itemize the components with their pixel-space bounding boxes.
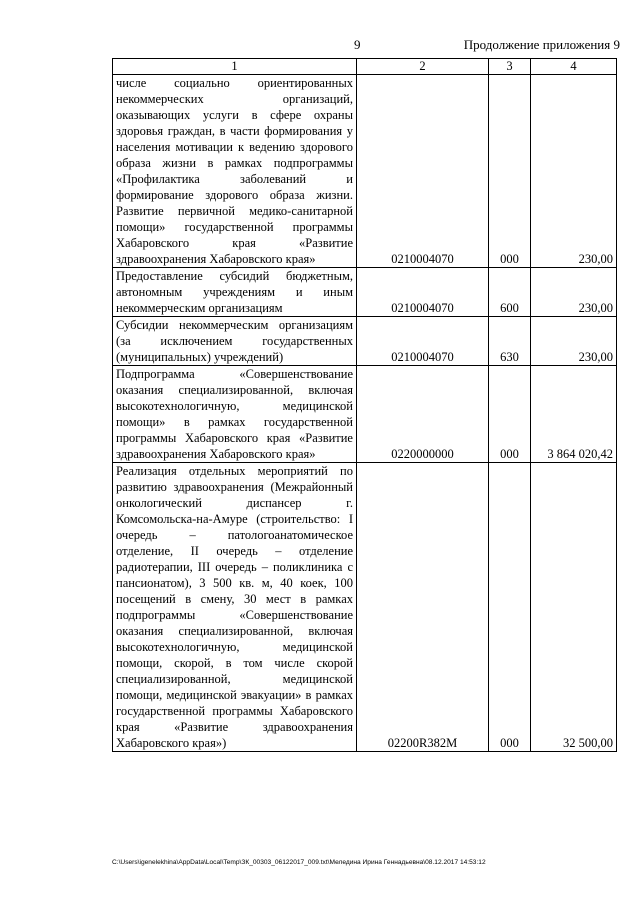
row-amount: 230,00 xyxy=(531,75,617,268)
table-row xyxy=(113,317,617,366)
table-row xyxy=(113,268,617,317)
column-header-1: 1 xyxy=(113,59,357,75)
row-target-code: 0220000000 xyxy=(357,366,489,463)
row-expense-type: 000 xyxy=(489,366,531,463)
row-amount: 3 864 020,42 xyxy=(531,366,617,463)
budget-table xyxy=(112,58,617,752)
file-path-footer: C:\Users\igenelekhina\AppData\Local\Temp\ЗК_00303_06122017_009.txt\Меледина Ирина Геннадьевна\08.12.2017 14:53:12 xyxy=(112,859,486,866)
table-row xyxy=(113,463,617,752)
row-target-code: 02200R382M xyxy=(357,463,489,752)
row-expense-type: 600 xyxy=(489,268,531,317)
column-header-2: 2 xyxy=(357,59,489,75)
row-amount: 230,00 xyxy=(531,317,617,366)
page-number: 9 xyxy=(354,37,361,52)
table-header-row xyxy=(113,59,617,75)
row-description: Подпрограмма «Совершенствование оказания специализированной, включая высокотехнологичную, медицинской помощи» в рамках государственной программы Хабаровского края «Развитие здравоохранения Хабаровского края» xyxy=(113,366,357,463)
column-header-4: 4 xyxy=(531,59,617,75)
column-header-3: 3 xyxy=(489,59,531,75)
row-expense-type: 630 xyxy=(489,317,531,366)
row-description: числе социально ориентированных некоммерческих организаций, оказывающих услуги в сфере охраны здоровья граждан, в части формирования у населения мотивации к ведению здорового образа жизни в рамках подпрограммы «Профилактика заболеваний и формирование здорового образа жизни. Развитие первичной медико-санитарной помощи» государственной программы Хабаровского края «Развитие здравоохранения Хабаровского края» xyxy=(113,75,357,268)
row-description: Субсидии некоммерческим организациям (за исключением государственных (муниципальных) учреждений) xyxy=(113,317,357,366)
table-row xyxy=(113,75,617,268)
row-target-code: 0210004070 xyxy=(357,268,489,317)
row-expense-type: 000 xyxy=(489,463,531,752)
row-target-code: 0210004070 xyxy=(357,317,489,366)
row-target-code: 0210004070 xyxy=(357,75,489,268)
row-amount: 230,00 xyxy=(531,268,617,317)
row-description: Реализация отдельных мероприятий по развитию здравоохранения (Межрайонный онкологический диспансер г. Комсомольска-на-Амуре (строительство: I очередь – патологоанатомическое отделение, II очередь – отделение радиотерапии, III очередь – поликлиника с пансионатом), 3 500 кв. м, 40 коек, 100 посещений в смену, 30 мест в рамках подпрограммы «Совершенствование оказания специализированной, включая высокотехнологичную, медицинской помощи, скорой, в том числе скорой специализированной, медицинской помощи, медицинской эвакуации» в рамках государственной программы Хабаровского края «Развитие здравоохранения Хабаровского края») xyxy=(113,463,357,752)
row-amount: 32 500,00 xyxy=(531,463,617,752)
continuation-label: Продолжение приложения 9 xyxy=(463,37,620,52)
row-expense-type: 000 xyxy=(489,75,531,268)
table-row xyxy=(113,366,617,463)
row-description: Предоставление субсидий бюджетным, автономным учреждениям и иным некоммерческим организациям xyxy=(113,268,357,317)
